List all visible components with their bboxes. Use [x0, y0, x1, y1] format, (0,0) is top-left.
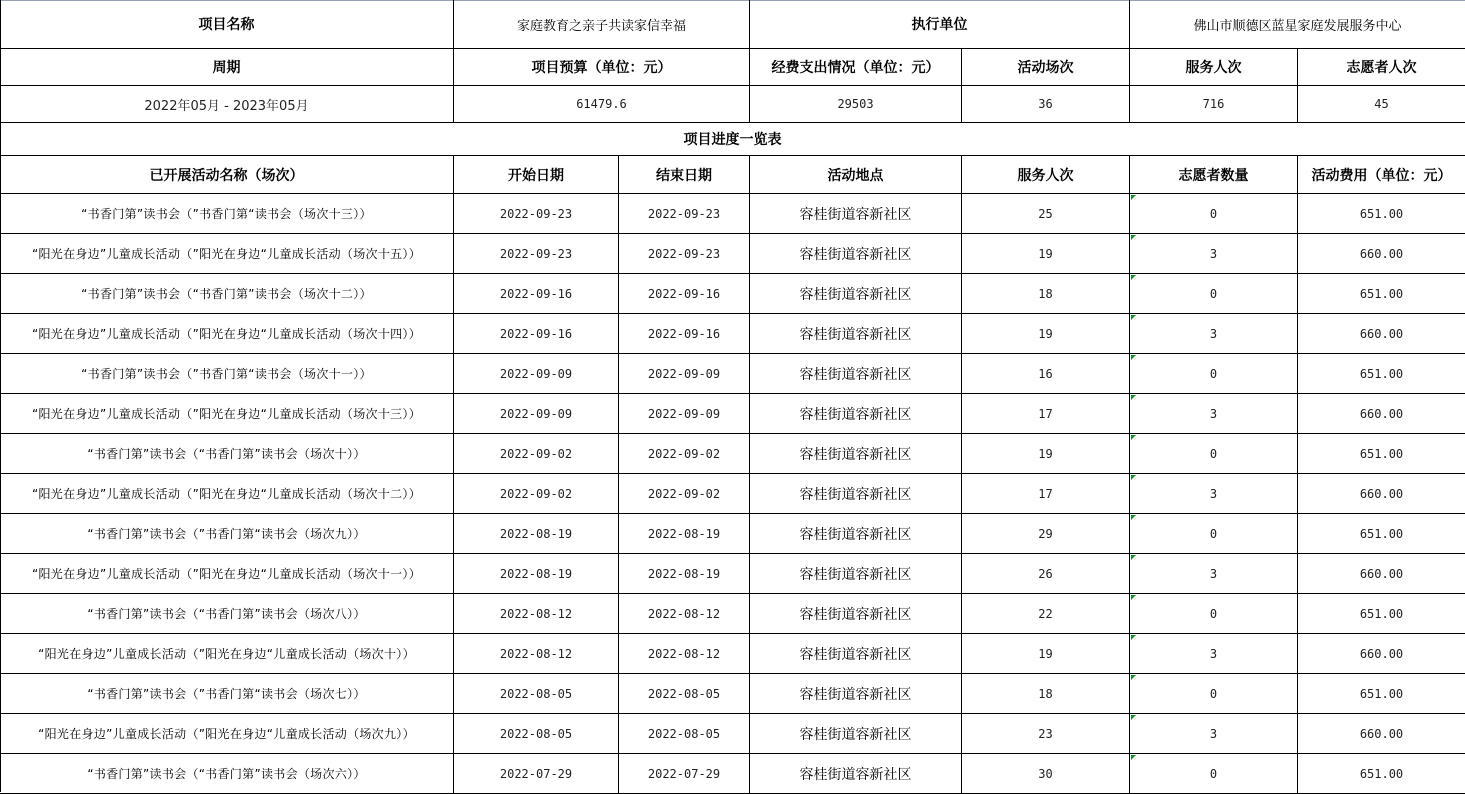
end-date-cell[interactable]: 2022-09-23: [619, 194, 750, 233]
project-name-label[interactable]: 项目名称: [0, 0, 454, 48]
start-date-cell[interactable]: 2022-08-19: [454, 554, 619, 593]
volunteers-cell[interactable]: 3: [1130, 234, 1298, 273]
location-cell[interactable]: 容桂街道容新社区: [750, 714, 962, 753]
served-cell[interactable]: 16: [962, 354, 1130, 393]
location-cell[interactable]: 容桂街道容新社区: [750, 354, 962, 393]
served-cell[interactable]: 23: [962, 714, 1130, 753]
cost-cell[interactable]: 651.00: [1359, 526, 1404, 541]
table-row: [0, 314, 1465, 354]
volunteers-cell[interactable]: 0: [1130, 194, 1298, 233]
end-date-cell[interactable]: 2022-09-23: [619, 234, 750, 273]
served-value[interactable]: 716: [1130, 86, 1298, 122]
end-date-cell[interactable]: 2022-08-05: [619, 714, 750, 753]
end-date-cell[interactable]: 2022-09-16: [619, 314, 750, 353]
executing-unit-value[interactable]: 佛山市顺德区蓝星家庭发展服务中心: [1193, 18, 1402, 34]
volunteers-cell[interactable]: 0: [1130, 674, 1298, 713]
activity-name-cell[interactable]: “阳光在身边”儿童成长活动（”阳光在身边“儿童成长活动（场次十四））: [0, 314, 454, 353]
served-cell[interactable]: 30: [962, 754, 1130, 793]
volunteers-cell[interactable]: 0: [1130, 594, 1298, 633]
cost-cell[interactable]: 651.00: [1359, 766, 1404, 781]
table-row: [0, 674, 1465, 714]
table-row: [0, 754, 1465, 794]
start-date-cell[interactable]: 2022-09-09: [454, 354, 619, 393]
location-cell[interactable]: 容桂街道容新社区: [750, 274, 962, 313]
served-cell[interactable]: 18: [962, 274, 1130, 313]
col-end-date[interactable]: 结束日期: [619, 156, 750, 193]
progress-header-row: [0, 156, 1465, 194]
period-value[interactable]: 2022年05月 - 2023年05月: [0, 86, 454, 122]
budget-value[interactable]: 61479.6: [454, 86, 750, 122]
end-date-cell[interactable]: 2022-09-16: [619, 274, 750, 313]
progress-title-row: [0, 123, 1465, 156]
start-date-cell[interactable]: 2022-09-02: [454, 474, 619, 513]
sessions-value[interactable]: 36: [962, 86, 1130, 122]
table-row: [0, 594, 1465, 634]
period-label[interactable]: 周期: [0, 49, 454, 85]
cost-cell[interactable]: 651.00: [1359, 606, 1404, 621]
cost-cell[interactable]: 660.00: [1359, 566, 1404, 581]
table-row: [0, 514, 1465, 554]
cost-cell[interactable]: 660.00: [1359, 726, 1404, 741]
volunteers-cell[interactable]: 3: [1130, 474, 1298, 513]
cost-cell[interactable]: 651.00: [1359, 286, 1404, 301]
expense-value[interactable]: 29503: [750, 86, 962, 122]
end-date-cell[interactable]: 2022-08-12: [619, 594, 750, 633]
location-cell[interactable]: 容桂街道容新社区: [750, 434, 962, 473]
table-row: [0, 394, 1465, 434]
activity-name-cell[interactable]: “阳光在身边”儿童成长活动（”阳光在身边“儿童成长活动（场次十一））: [0, 554, 454, 593]
project-name-value[interactable]: 家庭教育之亲子共读家信幸福: [454, 0, 750, 48]
activity-name-cell[interactable]: “阳光在身边”儿童成长活动（”阳光在身边“儿童成长活动（场次九））: [0, 714, 454, 753]
served-cell[interactable]: 17: [962, 394, 1130, 433]
end-date-cell[interactable]: 2022-09-09: [619, 354, 750, 393]
start-date-cell[interactable]: 2022-08-12: [454, 594, 619, 633]
served-cell[interactable]: 29: [962, 514, 1130, 553]
volunteers-cell[interactable]: 0: [1130, 754, 1298, 793]
volunteers-cell[interactable]: 3: [1130, 314, 1298, 353]
served-cell[interactable]: 19: [962, 434, 1130, 473]
project-info-row: [0, 0, 1465, 49]
expense-label[interactable]: 经费支出情况（单位：元）: [750, 49, 962, 85]
summary-header-row: [0, 49, 1465, 86]
served-cell[interactable]: 19: [962, 234, 1130, 273]
location-cell[interactable]: 容桂街道容新社区: [750, 754, 962, 793]
activity-name-cell[interactable]: “书香门第”读书会（“书香门第”读书会（场次八））: [0, 594, 454, 633]
volunteers-cell[interactable]: 0: [1130, 434, 1298, 473]
volunteers-cell[interactable]: 3: [1130, 714, 1298, 753]
volunteers-cell[interactable]: 0: [1130, 354, 1298, 393]
table-row: [0, 234, 1465, 274]
progress-table-title[interactable]: 项目进度一览表: [683, 132, 782, 148]
sessions-label[interactable]: 活动场次: [962, 49, 1130, 85]
col-cost[interactable]: 活动费用（单位：元）: [1311, 167, 1452, 184]
activity-name-cell[interactable]: “书香门第”读书会（“书香门第”读书会（场次十））: [0, 434, 454, 473]
volunteers-cell[interactable]: 3: [1130, 634, 1298, 673]
budget-label[interactable]: 项目预算（单位：元）: [454, 49, 750, 85]
cost-cell[interactable]: 651.00: [1359, 446, 1404, 461]
start-date-cell[interactable]: 2022-08-05: [454, 674, 619, 713]
end-date-cell[interactable]: 2022-08-19: [619, 514, 750, 553]
location-cell[interactable]: 容桂街道容新社区: [750, 594, 962, 633]
table-row: [0, 194, 1465, 234]
start-date-cell[interactable]: 2022-08-05: [454, 714, 619, 753]
location-cell[interactable]: 容桂街道容新社区: [750, 194, 962, 233]
activity-name-cell[interactable]: “阳光在身边”儿童成长活动（”阳光在身边“儿童成长活动（场次十五））: [0, 234, 454, 273]
served-cell[interactable]: 25: [962, 194, 1130, 233]
table-row: [0, 274, 1465, 314]
location-cell[interactable]: 容桂街道容新社区: [750, 234, 962, 273]
cost-cell[interactable]: 660.00: [1359, 246, 1404, 261]
table-row: [0, 714, 1465, 754]
start-date-cell[interactable]: 2022-07-29: [454, 754, 619, 793]
location-cell[interactable]: 容桂街道容新社区: [750, 474, 962, 513]
executing-unit-label[interactable]: 执行单位: [750, 0, 1130, 48]
cost-cell[interactable]: 660.00: [1359, 406, 1404, 421]
start-date-cell[interactable]: 2022-09-23: [454, 234, 619, 273]
start-date-cell[interactable]: 2022-09-16: [454, 274, 619, 313]
activity-name-cell[interactable]: “书香门第”读书会（”书香门第“读书会（场次十一））: [0, 354, 454, 393]
location-cell[interactable]: 容桂街道容新社区: [750, 314, 962, 353]
cost-cell[interactable]: 660.00: [1359, 486, 1404, 501]
end-date-cell[interactable]: 2022-08-12: [619, 634, 750, 673]
served-cell[interactable]: 19: [962, 314, 1130, 353]
start-date-cell[interactable]: 2022-08-12: [454, 634, 619, 673]
table-row: [0, 474, 1465, 514]
col-location[interactable]: 活动地点: [750, 156, 962, 193]
col-start-date[interactable]: 开始日期: [454, 156, 619, 193]
activity-name-cell[interactable]: “阳光在身边”儿童成长活动（”阳光在身边“儿童成长活动（场次十二））: [0, 474, 454, 513]
activity-name-cell[interactable]: “阳光在身边”儿童成长活动（”阳光在身边“儿童成长活动（场次十三））: [0, 394, 454, 433]
activity-name-cell[interactable]: “书香门第”读书会（”书香门第“读书会（场次七））: [0, 674, 454, 713]
volunteers-cell[interactable]: 0: [1130, 514, 1298, 553]
start-date-cell[interactable]: 2022-08-19: [454, 514, 619, 553]
col-volunteers[interactable]: 志愿者数量: [1130, 156, 1298, 193]
location-cell[interactable]: 容桂街道容新社区: [750, 394, 962, 433]
activity-name-cell[interactable]: “书香门第”读书会（”书香门第“读书会（场次十三））: [0, 194, 454, 233]
location-cell[interactable]: 容桂街道容新社区: [750, 554, 962, 593]
location-cell[interactable]: 容桂街道容新社区: [750, 514, 962, 553]
start-date-cell[interactable]: 2022-09-02: [454, 434, 619, 473]
end-date-cell[interactable]: 2022-09-09: [619, 394, 750, 433]
volunteers-cell[interactable]: 0: [1130, 274, 1298, 313]
location-cell[interactable]: 容桂街道容新社区: [750, 634, 962, 673]
cost-cell[interactable]: 660.00: [1359, 646, 1404, 661]
table-row: [0, 354, 1465, 394]
served-cell[interactable]: 18: [962, 674, 1130, 713]
start-date-cell[interactable]: 2022-09-16: [454, 314, 619, 353]
cost-cell[interactable]: 651.00: [1359, 206, 1404, 221]
served-label[interactable]: 服务人次: [1130, 49, 1298, 85]
served-cell[interactable]: 22: [962, 594, 1130, 633]
served-cell[interactable]: 26: [962, 554, 1130, 593]
table-row: [0, 634, 1465, 674]
end-date-cell[interactable]: 2022-08-05: [619, 674, 750, 713]
cost-cell[interactable]: 651.00: [1359, 686, 1404, 701]
activity-name-cell[interactable]: “书香门第”读书会（“书香门第”读书会（场次十二））: [0, 274, 454, 313]
start-date-cell[interactable]: 2022-09-09: [454, 394, 619, 433]
table-row: [0, 434, 1465, 474]
served-cell[interactable]: 17: [962, 474, 1130, 513]
activity-name-cell[interactable]: “书香门第”读书会（”书香门第“读书会（场次九））: [0, 514, 454, 553]
cost-cell[interactable]: 651.00: [1359, 366, 1404, 381]
summary-value-row: [0, 86, 1465, 123]
served-cell[interactable]: 19: [962, 634, 1130, 673]
table-row: [0, 554, 1465, 594]
start-date-cell[interactable]: 2022-09-23: [454, 194, 619, 233]
end-date-cell[interactable]: 2022-09-02: [619, 474, 750, 513]
volunteers-label[interactable]: 志愿者人次: [1346, 60, 1417, 76]
volunteers-cell[interactable]: 3: [1130, 394, 1298, 433]
location-cell[interactable]: 容桂街道容新社区: [750, 674, 962, 713]
col-served[interactable]: 服务人次: [962, 156, 1130, 193]
col-activity-name[interactable]: 已开展活动名称（场次）: [0, 156, 454, 193]
cost-cell[interactable]: 660.00: [1359, 326, 1404, 341]
end-date-cell[interactable]: 2022-07-29: [619, 754, 750, 793]
end-date-cell[interactable]: 2022-08-19: [619, 554, 750, 593]
end-date-cell[interactable]: 2022-09-02: [619, 434, 750, 473]
volunteers-cell[interactable]: 3: [1130, 554, 1298, 593]
activity-name-cell[interactable]: “阳光在身边”儿童成长活动（”阳光在身边“儿童成长活动（场次十））: [0, 634, 454, 673]
activity-name-cell[interactable]: “书香门第”读书会（“书香门第”读书会（场次六））: [0, 754, 454, 793]
volunteers-value[interactable]: 45: [1374, 97, 1389, 111]
